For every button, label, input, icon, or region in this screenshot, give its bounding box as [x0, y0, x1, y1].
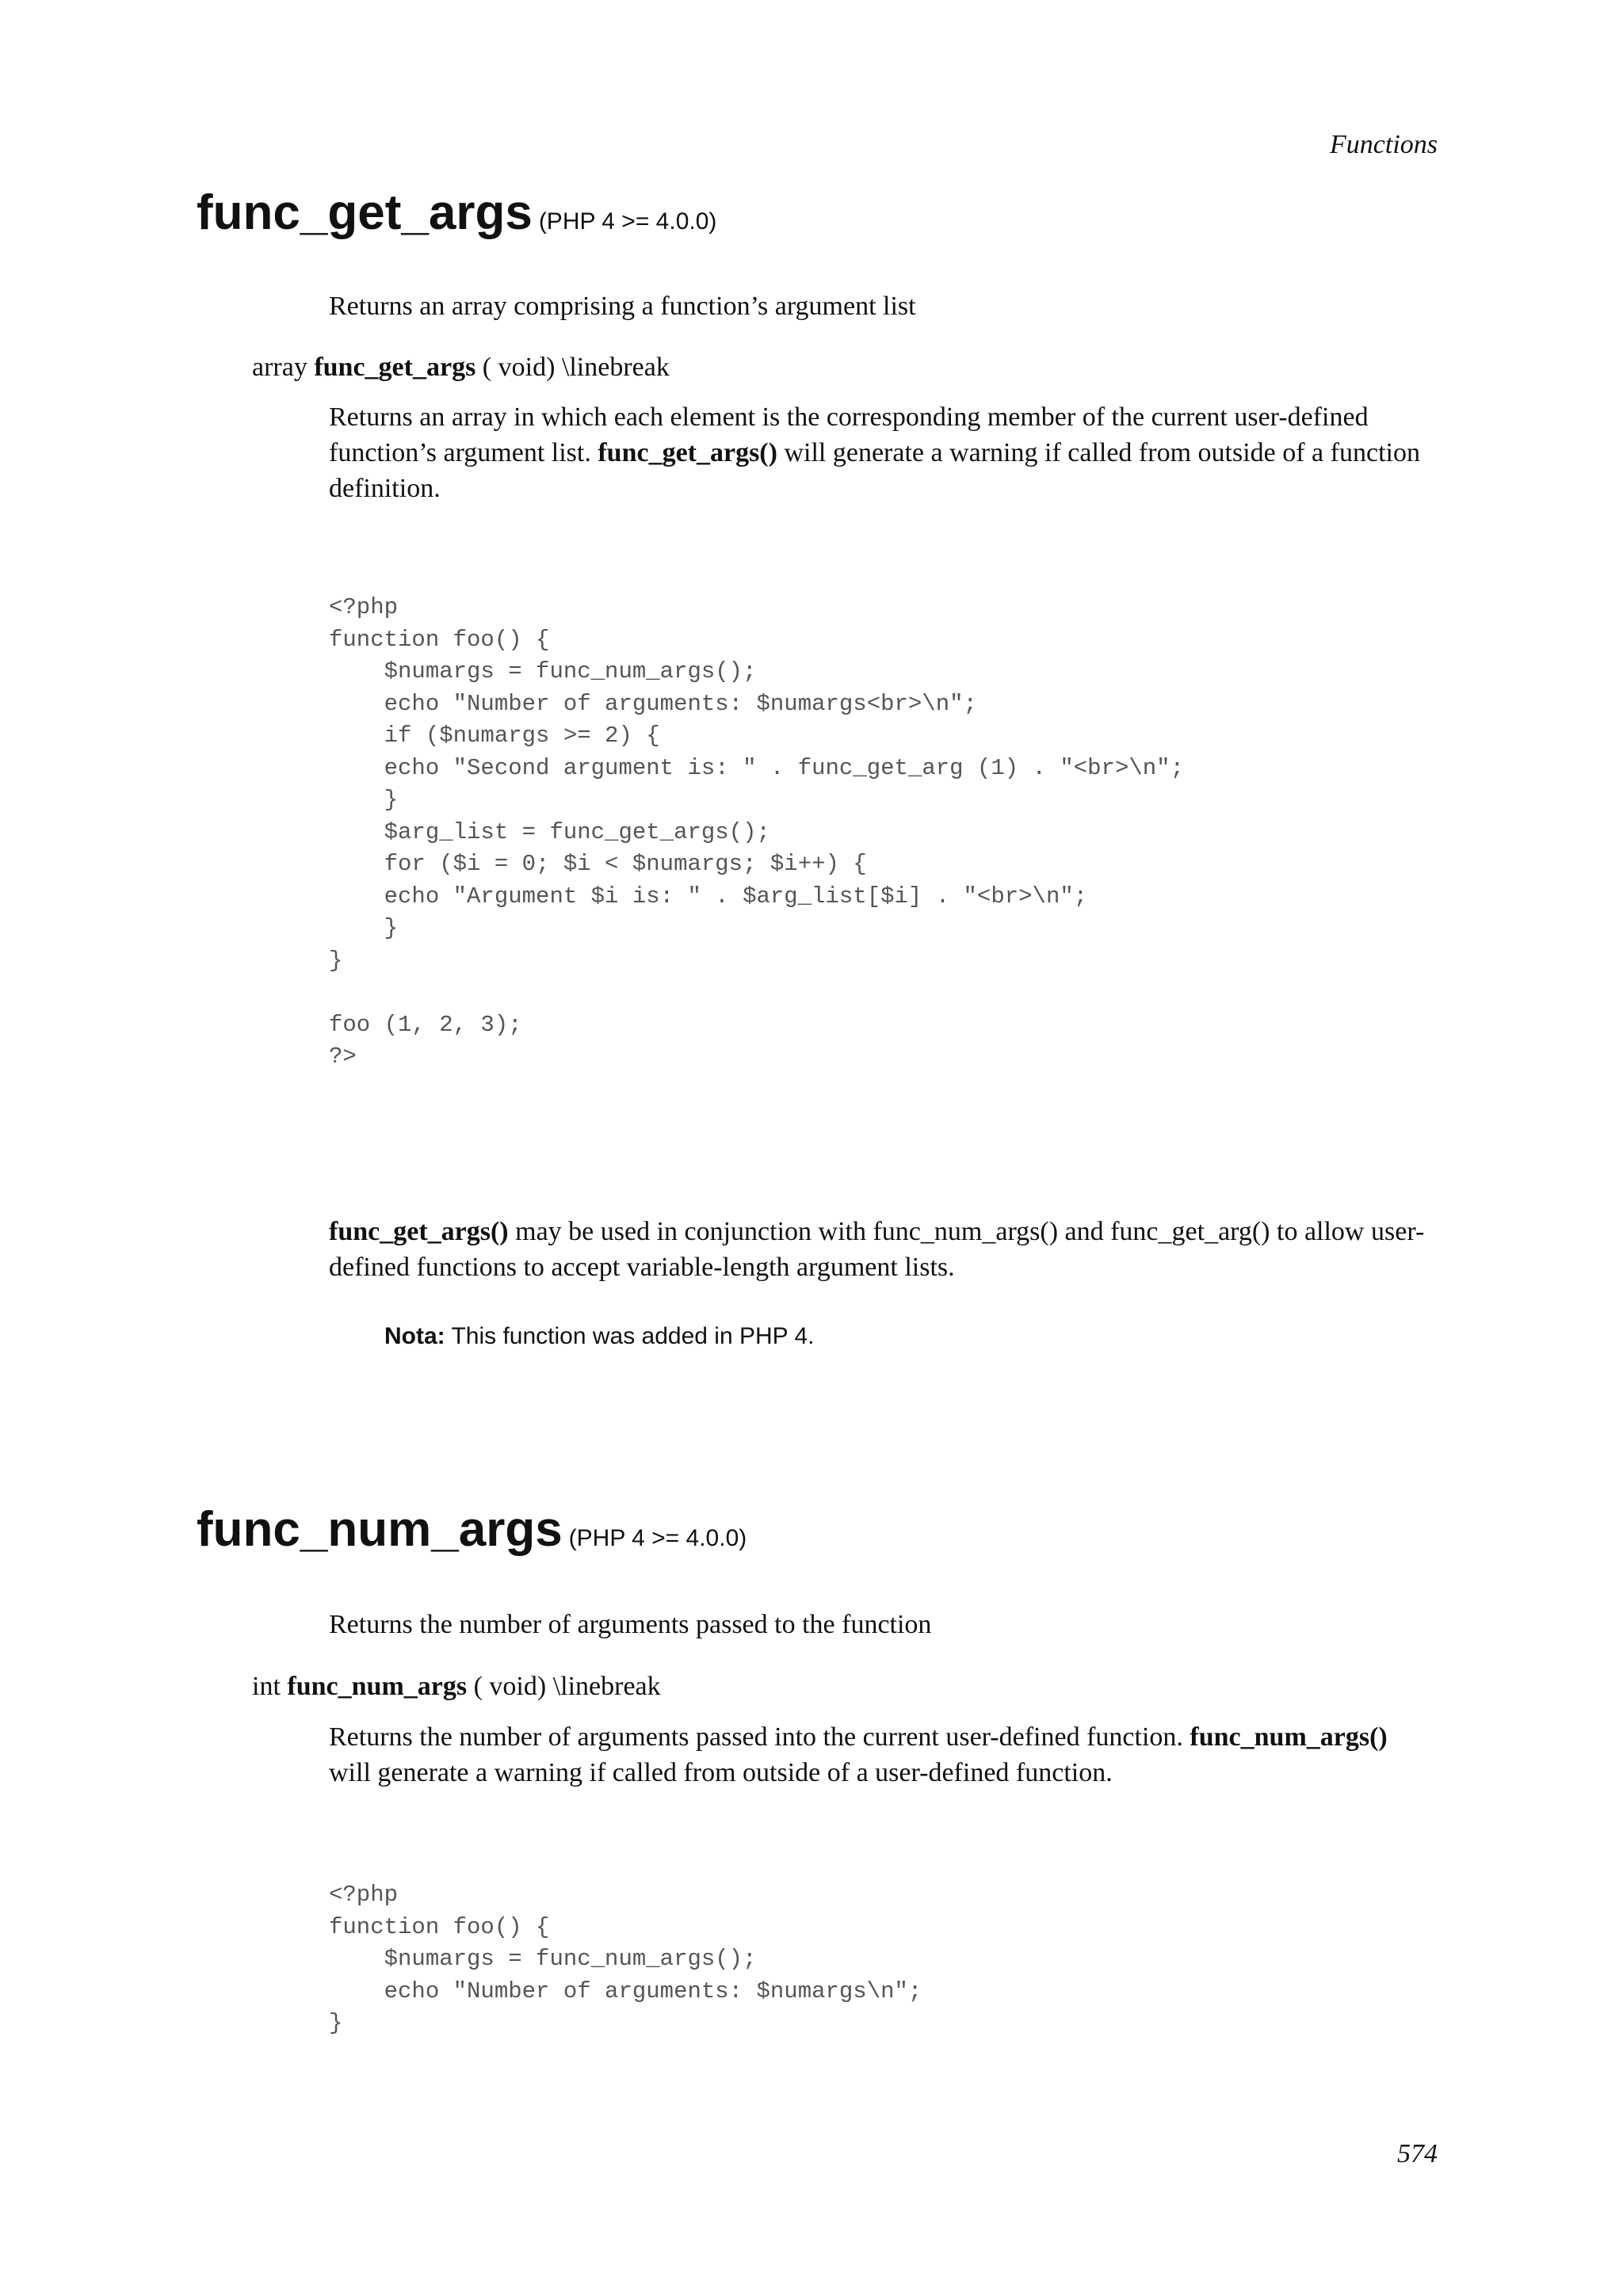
- description-text: will generate a warning if called from outside of a user-defined function.: [329, 1758, 1113, 1787]
- synopsis-params: ( void) \linebreak: [482, 353, 670, 382]
- description-paragraph: [329, 399, 1430, 506]
- purpose-line: Returns an array comprising a function’s argument list: [329, 292, 916, 321]
- function-synopsis: [252, 1672, 661, 1702]
- description-paragraph: [329, 1719, 1430, 1791]
- usage-text: may be used in conjunction with func_num_args() and func_get_arg() to allow user-defined functions to accept variable-length argument lists.: [329, 1217, 1425, 1282]
- entry-title-func-num-args: [197, 1502, 747, 1557]
- usage-paragraph: [329, 1214, 1430, 1285]
- description-function-ref: func_get_args(): [598, 438, 777, 467]
- function-synopsis: [252, 353, 670, 383]
- synopsis-function-name: func_get_args: [314, 353, 476, 382]
- entry-title-func-get-args: [197, 185, 717, 240]
- note-text: This function was added in PHP 4.: [445, 1323, 815, 1349]
- description-text: will generate a warning if called from outside of a function definition.: [329, 438, 1420, 503]
- note: [384, 1323, 815, 1350]
- running-header: Functions: [1330, 130, 1438, 159]
- version-info: (PHP 4 >= 4.0.0): [568, 1525, 747, 1551]
- function-name: func_get_args: [197, 185, 533, 240]
- code-example: <?php function foo() { $numargs = func_num_args(); echo "Number of arguments: $numargs\n"; }: [329, 1882, 922, 2036]
- return-type: int: [252, 1672, 281, 1701]
- description-function-ref: func_num_args(): [1190, 1722, 1388, 1752]
- version-info: (PHP 4 >= 4.0.0): [538, 208, 717, 235]
- note-label: Nota:: [384, 1323, 445, 1349]
- description-text: Returns an array in which each element is the corresponding member of the current user-defined function’s argument list.: [329, 402, 1369, 467]
- usage-function-ref: func_get_args(): [329, 1217, 509, 1246]
- purpose-line: Returns the number of arguments passed to the function: [329, 1610, 932, 1639]
- synopsis-function-name: func_num_args: [287, 1672, 468, 1701]
- page-number: 574: [1397, 2139, 1438, 2168]
- return-type: array: [252, 353, 307, 382]
- synopsis-params: ( void) \linebreak: [473, 1672, 661, 1701]
- function-name: func_num_args: [197, 1502, 563, 1557]
- description-text: Returns the number of arguments passed into the current user-defined function.: [329, 1722, 1190, 1752]
- code-example: <?php function foo() { $numargs = func_num_args(); echo "Number of arguments: $numargs<br>\n"; if ($numargs >= 2) { echo "Second argument is: " . func_get_arg (1) . "<br>\n"; } $arg_list = func_get_args(); for ($i = 0; $i < $numargs; $i++) { echo "Argument $i is: " . $arg_list[$i] . "<br>\n"; } } foo (1, 2, 3); ?>: [329, 594, 1184, 1070]
